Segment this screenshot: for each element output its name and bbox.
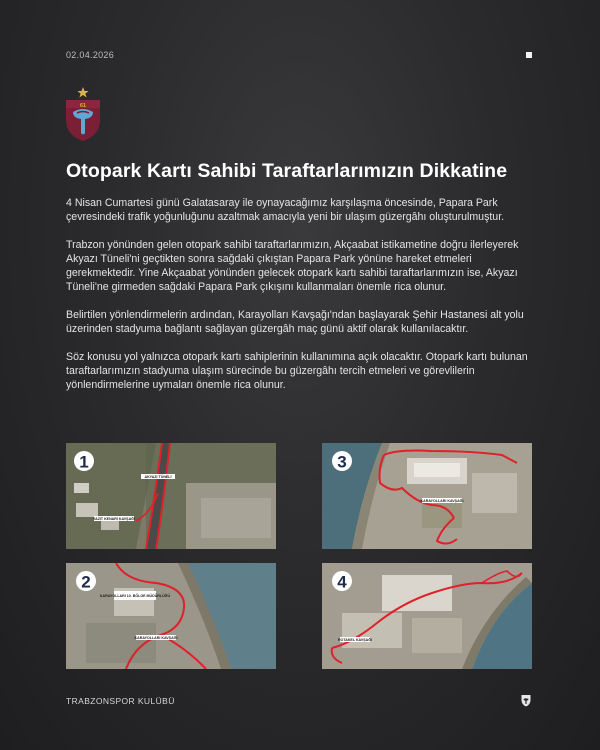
map-number: 3 <box>337 452 347 472</box>
post-date: 02.04.2026 <box>66 50 115 60</box>
paragraph: 4 Nisan Cumartesi günü Galatasaray ile oynayacağımız karşılaşma öncesinde, Papara Park çevresindeki trafik yoğunluğunu azaltmak amacıyla yeni bir ulaşım güzergâhı oluşturulmuştur. <box>66 197 505 223</box>
map-label: KARAYOLLARI KAVŞAĞI <box>420 498 464 503</box>
map-number: 1 <box>79 452 89 472</box>
page-title: Otopark Kartı Sahibi Taraftarlarımızın Dikkatine <box>66 160 508 182</box>
map-label: YAZIT KENARI KAVŞAĞI <box>93 516 135 521</box>
map-label: AKYAZI TÜNELİ <box>144 474 172 479</box>
trabzonspor-crest-icon <box>63 86 103 142</box>
map-label: KARAYOLLARI KAVŞAĞI <box>134 635 178 640</box>
route-map-1 <box>66 443 276 549</box>
route-map-3 <box>322 443 532 549</box>
map-number: 2 <box>81 572 91 592</box>
route-map-2 <box>66 563 276 669</box>
paragraph: Söz konusu yol yalnızca otopark kartı sahiplerinin kullanımına açık olacaktır. Otopark kartı bulunan taraftarlarımızın stadyuma ulaşım sürecinde bu güzergâhı tercih etmeleri ve görevlilerin yönlendirmelerine uymaları önemle rica olunur. <box>66 351 528 391</box>
paragraph: Belirtilen yönlendirmelerin ardından, Karayolları Kavşağı'ndan başlayarak Şehir Hastanesi alt yolu üzerinden stadyuma bağlantı sağlayan güzergâh maç günü aktif olarak kullanılacaktır. <box>66 309 524 335</box>
map-label: ROTAKEL KAVŞAĞI <box>337 637 373 642</box>
paragraph: Trabzon yönünden gelen otopark sahibi taraftarlarımızın, Akçaabat istikametine doğru ilerleyerek Akyazı Tüneli'ni geçtikten sonra sağdaki çıkıştan Papara Park yönüne hareket etmeleri gerekmektedir. Yine Akçaabat yönünden gelecek otopark kartı sahibi taraftarlarımızın ise, Akyazı Tüneli'ne girmeden sağdaki Papara Park çıkışını kullanmaları önemle rica olunur. <box>66 239 519 293</box>
footer-club-name: TRABZONSPOR KULÜBÜ <box>66 696 175 706</box>
announcement-body <box>66 196 538 406</box>
map-label: KARAYOLLARI 10. BÖLGE MÜDÜRLÜĞÜ <box>99 594 171 598</box>
map-number: 4 <box>337 572 347 592</box>
trabzonspor-small-crest-icon <box>521 693 531 707</box>
svg-text:61: 61 <box>79 103 87 109</box>
route-map-4 <box>322 563 532 669</box>
square-marker-icon <box>526 52 532 58</box>
